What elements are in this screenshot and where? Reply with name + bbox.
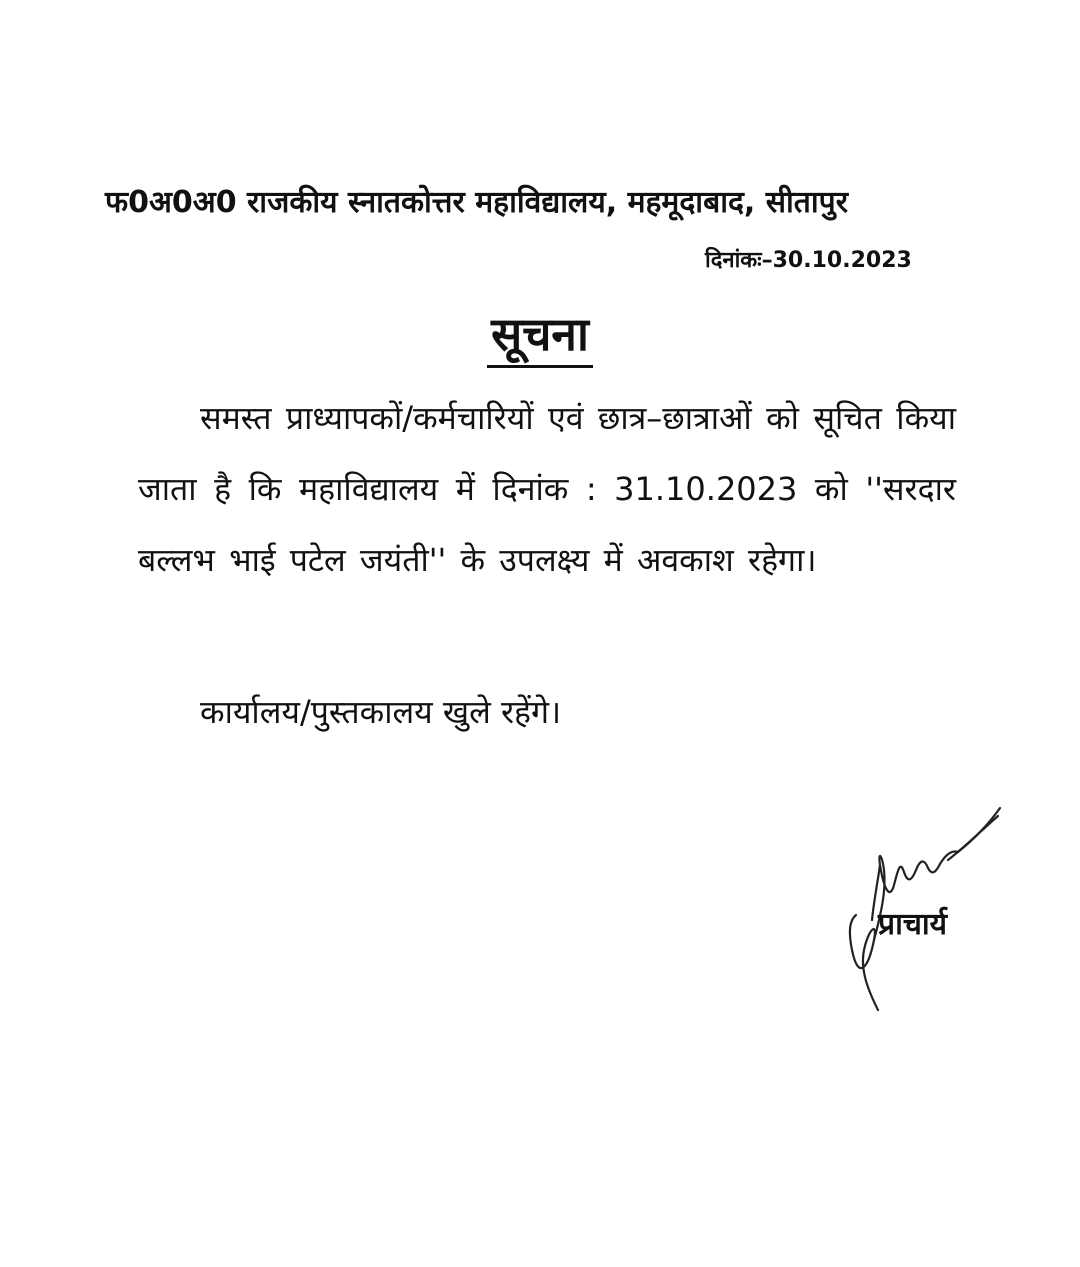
notice-body: समस्त प्राध्यापकों/कर्मचारियों एवं छात्र–छात्राओं को सूचित किया जाता है कि महाविद्यालय में दिनांक : 31.10.2023 को ''सरदार बल्लभ भाई पटेल जयंती'' के उपलक्ष्य में अवकाश रहेगा। bbox=[138, 399, 956, 579]
notice-title-text: सूचना bbox=[487, 307, 593, 368]
office-note: कार्यालय/पुस्तकालय खुले रहेंगे। bbox=[200, 693, 562, 731]
notice-title bbox=[0, 302, 1080, 364]
college-header: फ0अ0अ0 राजकीय स्नातकोत्तर महाविद्यालय, महमूदाबाद, सीतापुर bbox=[105, 185, 848, 220]
notice-date: दिनांकः–30.10.2023 bbox=[705, 248, 912, 273]
designation-principal: प्राचार्य bbox=[878, 907, 948, 942]
principal-signature bbox=[838, 780, 1018, 1020]
